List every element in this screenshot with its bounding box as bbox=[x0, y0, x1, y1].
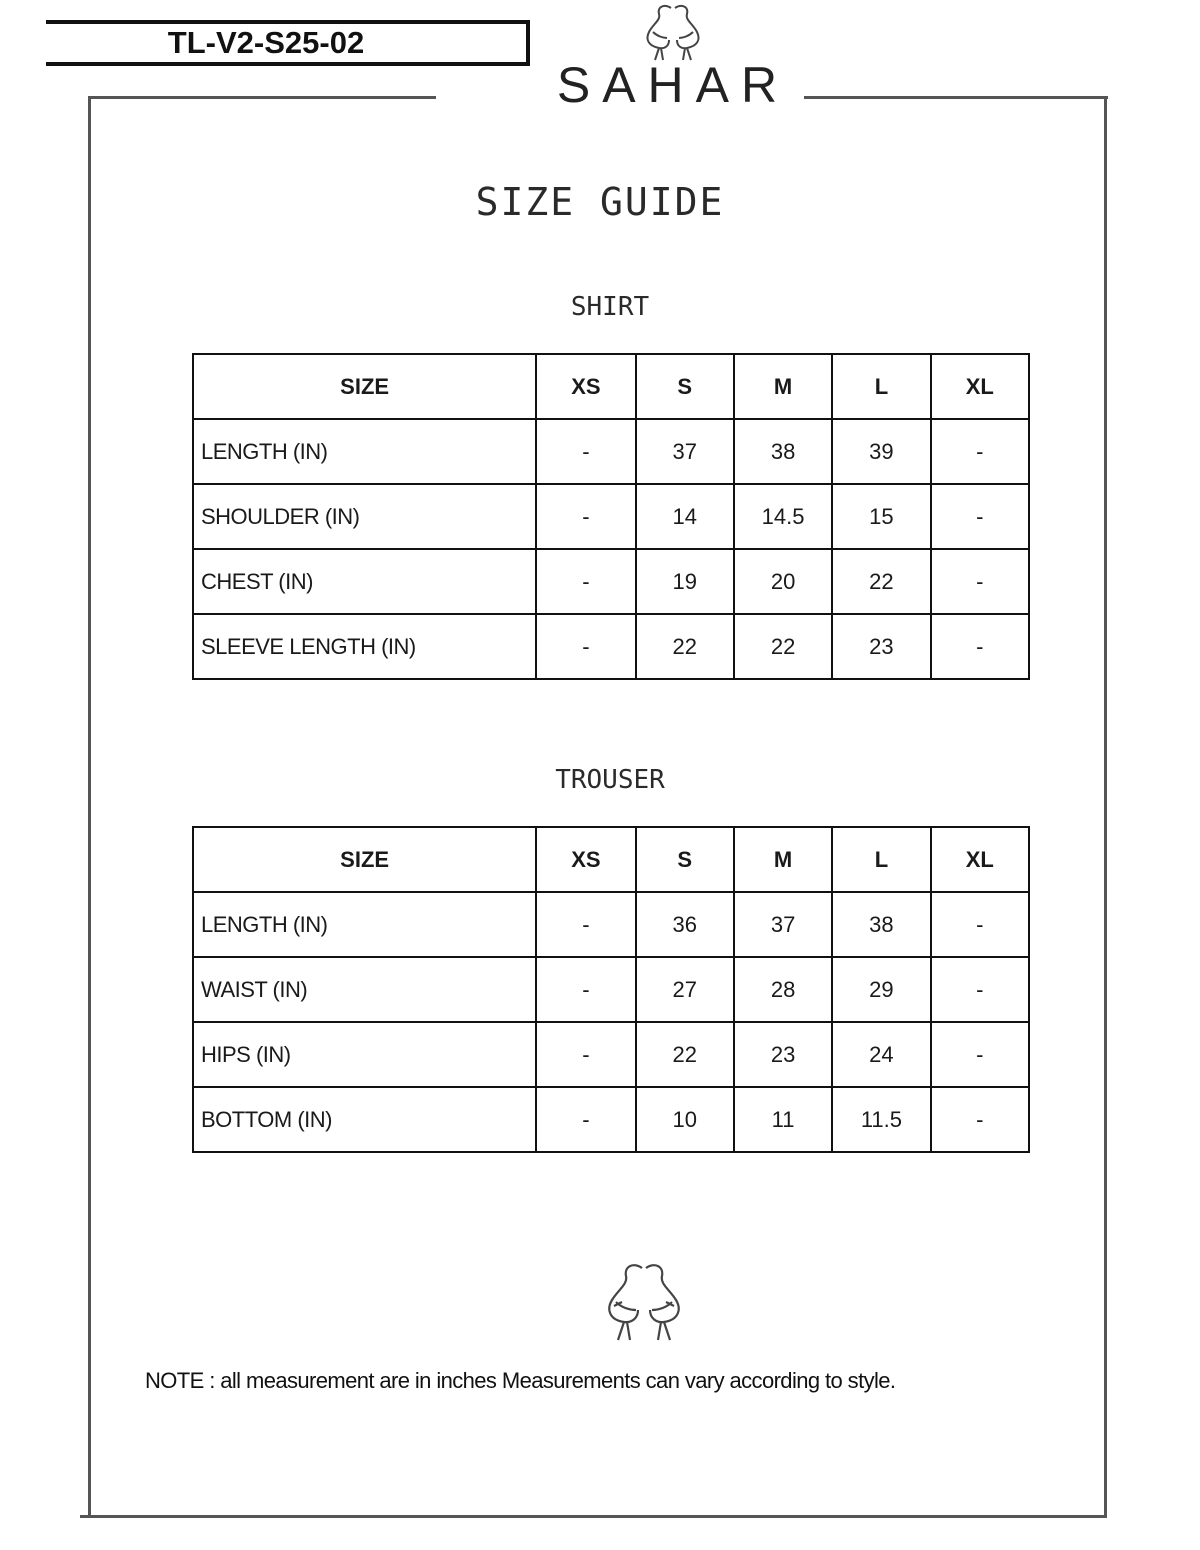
table-cell: 29 bbox=[832, 957, 930, 1022]
table-cell: - bbox=[536, 484, 635, 549]
row-label: WAIST (IN) bbox=[193, 957, 536, 1022]
row-label: BOTTOM (IN) bbox=[193, 1087, 536, 1152]
brand-name: SAHAR bbox=[556, 57, 790, 113]
table-cell: - bbox=[931, 419, 1029, 484]
table-cell: - bbox=[931, 484, 1029, 549]
table-row bbox=[193, 1087, 1029, 1152]
table-row bbox=[193, 549, 1029, 614]
column-header: S bbox=[636, 354, 734, 419]
table-cell: 14 bbox=[636, 484, 734, 549]
row-label: SLEEVE LENGTH (IN) bbox=[193, 614, 536, 679]
trouser-size-table bbox=[192, 826, 1030, 1153]
table-row bbox=[193, 419, 1029, 484]
table-cell: - bbox=[536, 1087, 635, 1152]
table-cell: - bbox=[536, 549, 635, 614]
table-row bbox=[193, 892, 1029, 957]
table-cell: 37 bbox=[734, 892, 832, 957]
table-cell: 11.5 bbox=[832, 1087, 930, 1152]
product-code-box bbox=[46, 20, 530, 66]
column-header: XS bbox=[536, 827, 635, 892]
table-cell: 37 bbox=[636, 419, 734, 484]
page-title: SIZE GUIDE bbox=[475, 180, 725, 224]
row-label: LENGTH (IN) bbox=[193, 419, 536, 484]
table-row bbox=[193, 484, 1029, 549]
frame-top-left-line bbox=[88, 96, 436, 99]
column-header: L bbox=[832, 827, 930, 892]
column-header: XS bbox=[536, 354, 635, 419]
row-label: SHOULDER (IN) bbox=[193, 484, 536, 549]
column-header: L bbox=[832, 354, 930, 419]
table-cell: 23 bbox=[734, 1022, 832, 1087]
shirt-size-table bbox=[192, 353, 1030, 680]
column-header: SIZE bbox=[193, 354, 536, 419]
table-cell: - bbox=[931, 549, 1029, 614]
table-cell: 22 bbox=[832, 549, 930, 614]
table-cell: 27 bbox=[636, 957, 734, 1022]
brand-logo bbox=[540, 0, 806, 113]
table-row bbox=[193, 614, 1029, 679]
frame-top-right-line bbox=[804, 96, 1108, 99]
table-cell: - bbox=[931, 1022, 1029, 1087]
table-cell: 11 bbox=[734, 1087, 832, 1152]
table-cell: - bbox=[931, 1087, 1029, 1152]
row-label: LENGTH (IN) bbox=[193, 892, 536, 957]
table-row bbox=[193, 957, 1029, 1022]
table-cell: 22 bbox=[636, 614, 734, 679]
table-cell: - bbox=[536, 614, 635, 679]
column-header: SIZE bbox=[193, 827, 536, 892]
column-header: S bbox=[636, 827, 734, 892]
row-label: CHEST (IN) bbox=[193, 549, 536, 614]
column-header: M bbox=[734, 827, 832, 892]
column-header: XL bbox=[931, 354, 1029, 419]
table-cell: 14.5 bbox=[734, 484, 832, 549]
table-cell: 10 bbox=[636, 1087, 734, 1152]
table-cell: 23 bbox=[832, 614, 930, 679]
column-header: XL bbox=[931, 827, 1029, 892]
table-cell: - bbox=[536, 1022, 635, 1087]
table-cell: 38 bbox=[734, 419, 832, 484]
table-cell: 19 bbox=[636, 549, 734, 614]
table-cell: 24 bbox=[832, 1022, 930, 1087]
table-cell: 36 bbox=[636, 892, 734, 957]
table-cell: - bbox=[536, 957, 635, 1022]
table-cell: 15 bbox=[832, 484, 930, 549]
frame-bottom-line bbox=[80, 1515, 1107, 1518]
table-cell: 22 bbox=[734, 614, 832, 679]
heron-pair-icon bbox=[596, 1262, 692, 1342]
table-cell: - bbox=[931, 892, 1029, 957]
shirt-section-title: SHIRT bbox=[570, 292, 650, 322]
table-cell: 22 bbox=[636, 1022, 734, 1087]
table-cell: - bbox=[536, 892, 635, 957]
trouser-section-title: TROUSER bbox=[555, 765, 665, 795]
product-code: TL-V2-S25-02 bbox=[167, 25, 365, 60]
table-cell: - bbox=[536, 419, 635, 484]
table-cell: 20 bbox=[734, 549, 832, 614]
table-cell: - bbox=[931, 957, 1029, 1022]
measurement-note: NOTE : all measurement are in inches Measurements can vary according to style. bbox=[145, 1368, 896, 1393]
table-cell: - bbox=[931, 614, 1029, 679]
table-header-row bbox=[193, 827, 1029, 892]
table-cell: 38 bbox=[832, 892, 930, 957]
table-cell: 39 bbox=[832, 419, 930, 484]
table-header-row bbox=[193, 354, 1029, 419]
table-cell: 28 bbox=[734, 957, 832, 1022]
table-row bbox=[193, 1022, 1029, 1087]
row-label: HIPS (IN) bbox=[193, 1022, 536, 1087]
heron-pair-icon bbox=[625, 2, 721, 62]
column-header: M bbox=[734, 354, 832, 419]
